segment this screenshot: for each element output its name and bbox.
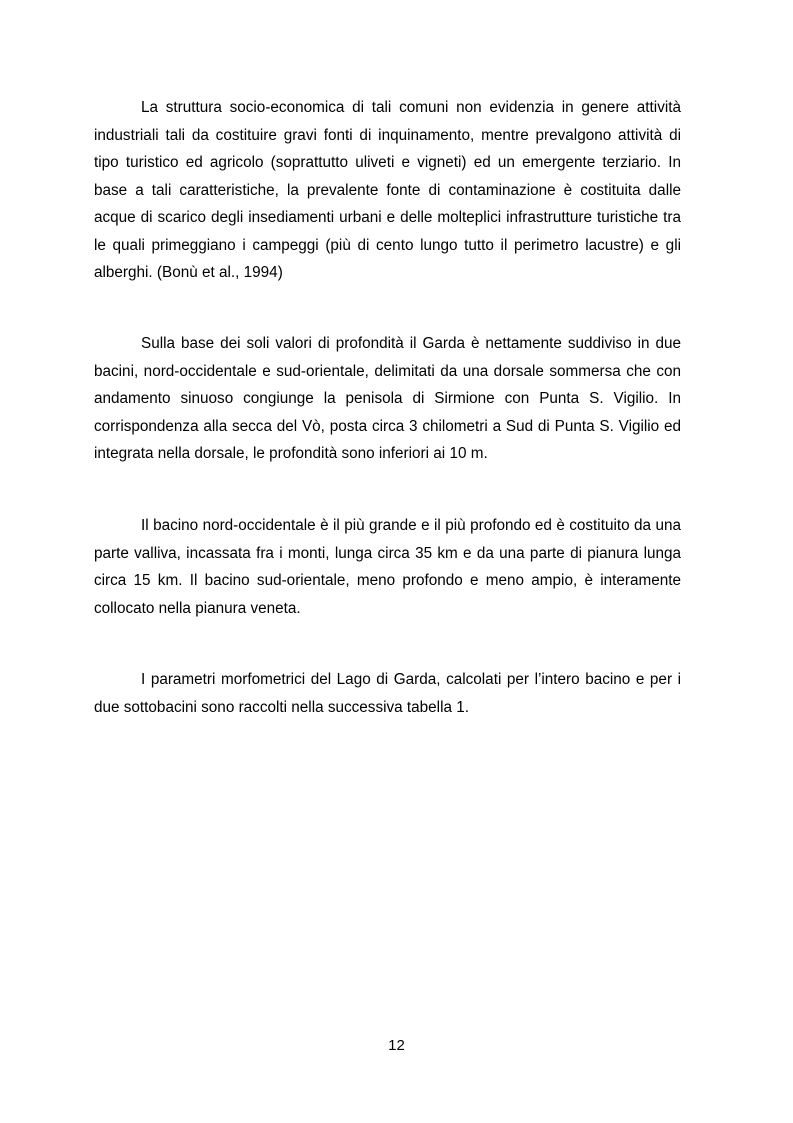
paragraph-northwest-basin: Il bacino nord-occidentale è il più grande e il più profondo ed è costituito da una parte valliva, incassata fra i monti, lunga circa 35 km e da una parte di pianura lunga circa 15 km. Il bacino sud-orientale, meno profondo e meno ampio, è interamente collocato nella pianura veneta. [94, 517, 681, 617]
paragraph-lake-basins-depth: Sulla base dei soli valori di profondità il Garda è nettamente suddiviso in due bacini, nord-occidentale e sud-orientale, delimitati da una dorsale sommersa che con andamento sinuoso congiunge la penisola di Sirmione con Punta S. Vigilio. In corrispondenza alla secca del Vò, posta circa 3 chilometri a Sud di Punta S. Vigilio ed integrata nella dorsale, le profondità sono inferiori ai 10 m. [94, 335, 681, 462]
page-number: 12 [388, 1037, 405, 1054]
paragraph-morphometric-parameters: I parametri morfometrici del Lago di Garda, calcolati per l’intero bacino e per i due sottobacini sono raccolti nella successiva tabella 1. [94, 671, 681, 716]
paragraph-socio-economic-structure: La struttura socio-economica di tali comuni non evidenzia in genere attività industriali tali da costituire gravi fonti di inquinamento, mentre prevalgono attività di tipo turistico ed agricolo (soprattutto uliveti e vigneti) ed un emergente terziario. In base a tali caratteristiche, la prevalente fonte di contaminazione è costituita dalle acque di scarico degli insediamenti urbani e delle molteplici infrastrutture turistiche tra le quali primeggiano i campeggi (più di cento lungo tutto il perimetro lacustre) e gli alberghi. (Bonù et al., 1994) [94, 99, 681, 281]
